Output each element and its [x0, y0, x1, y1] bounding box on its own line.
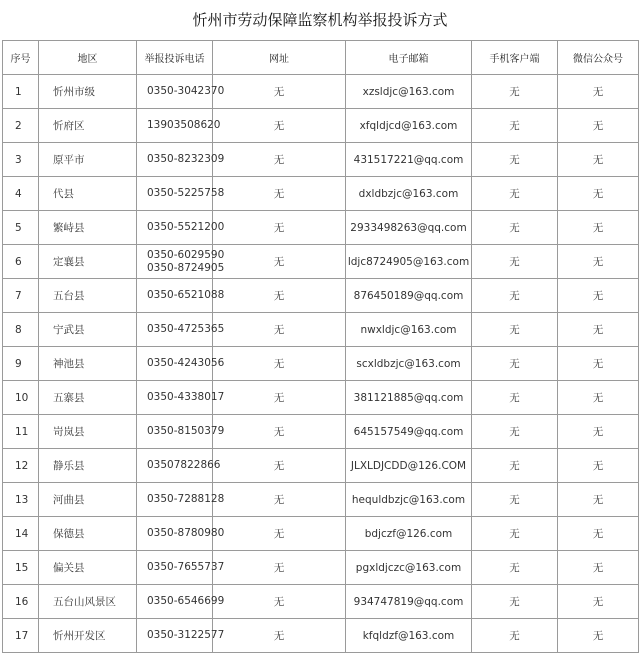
row-email: nwxldjc@163.com	[346, 313, 472, 347]
row-phone-primary: 0350-3042370	[147, 85, 225, 97]
row-region: 忻府区	[39, 109, 137, 143]
row-index: 9	[3, 347, 39, 381]
row-index: 6	[3, 245, 39, 279]
table-row	[3, 245, 639, 279]
header-phone: 举报投诉电话	[137, 41, 213, 75]
header-mobile: 手机客户端	[472, 41, 558, 75]
row-website: 无	[213, 75, 346, 109]
row-mobile: 无	[472, 449, 558, 483]
row-phone	[137, 279, 225, 313]
row-phone	[137, 245, 225, 279]
row-wechat: 无	[558, 313, 639, 347]
row-website: 无	[213, 177, 346, 211]
row-index: 5	[3, 211, 39, 245]
row-phone	[137, 415, 225, 449]
row-phone	[137, 483, 225, 517]
row-wechat: 无	[558, 177, 639, 211]
row-phone-primary: 0350-8780980	[147, 527, 225, 539]
row-email: 876450189@qq.com	[346, 279, 472, 313]
row-index: 1	[3, 75, 39, 109]
row-mobile: 无	[472, 177, 558, 211]
row-index: 3	[3, 143, 39, 177]
row-website: 无	[213, 143, 346, 177]
row-phone	[137, 75, 225, 109]
row-phone-primary: 03507822866	[147, 459, 221, 471]
row-mobile: 无	[472, 143, 558, 177]
row-email: pgxldjczc@163.com	[346, 551, 472, 585]
row-wechat: 无	[558, 619, 639, 653]
table-row	[3, 449, 639, 483]
row-wechat: 无	[558, 517, 639, 551]
row-wechat: 无	[558, 483, 639, 517]
table-row	[3, 517, 639, 551]
row-region: 五寨县	[39, 381, 137, 415]
row-index: 16	[3, 585, 39, 619]
row-wechat: 无	[558, 585, 639, 619]
row-website: 无	[213, 619, 346, 653]
row-region: 定襄县	[39, 245, 137, 279]
row-mobile: 无	[472, 245, 558, 279]
row-phone	[137, 313, 225, 347]
table-row	[3, 551, 639, 585]
row-email: JLXLDJCDD@126.COM	[346, 449, 472, 483]
table-row	[3, 585, 639, 619]
row-email: 431517221@qq.com	[346, 143, 472, 177]
header-region: 地区	[39, 41, 137, 75]
row-phone-secondary: 0350-8724905	[147, 261, 225, 274]
table-row	[3, 415, 639, 449]
row-email: xzsldjc@163.com	[346, 75, 472, 109]
row-wechat: 无	[558, 245, 639, 279]
row-website: 无	[213, 483, 346, 517]
row-phone	[137, 109, 221, 143]
row-mobile: 无	[472, 619, 558, 653]
row-email: kfqldzf@163.com	[346, 619, 472, 653]
row-wechat: 无	[558, 211, 639, 245]
row-phone-primary: 0350-4725365	[147, 323, 225, 335]
row-phone-primary: 0350-5225758	[147, 187, 225, 199]
table-row	[3, 279, 639, 313]
row-phone-primary: 0350-8150379	[147, 425, 225, 437]
row-mobile: 无	[472, 585, 558, 619]
row-region: 原平市	[39, 143, 137, 177]
row-phone-primary: 0350-5521200	[147, 221, 225, 233]
row-region: 忻州开发区	[39, 619, 137, 653]
row-email: dxldbzjc@163.com	[346, 177, 472, 211]
row-region: 河曲县	[39, 483, 137, 517]
row-index: 8	[3, 313, 39, 347]
row-phone	[137, 143, 225, 177]
row-email: 645157549@qq.com	[346, 415, 472, 449]
row-region: 保德县	[39, 517, 137, 551]
row-region: 忻州市级	[39, 75, 137, 109]
row-mobile: 无	[472, 109, 558, 143]
table-row	[3, 347, 639, 381]
table-row	[3, 619, 639, 653]
table-row	[3, 313, 639, 347]
row-region: 偏关县	[39, 551, 137, 585]
row-wechat: 无	[558, 415, 639, 449]
row-index: 17	[3, 619, 39, 653]
row-phone-primary: 0350-8232309	[147, 153, 225, 165]
row-index: 2	[3, 109, 39, 143]
table-header-row	[3, 41, 639, 75]
row-mobile: 无	[472, 313, 558, 347]
row-mobile: 无	[472, 75, 558, 109]
row-mobile: 无	[472, 551, 558, 585]
row-wechat: 无	[558, 449, 639, 483]
document-title: 忻州市劳动保障监察机构举报投诉方式	[192, 11, 448, 29]
row-website: 无	[213, 585, 346, 619]
row-phone	[137, 517, 225, 551]
row-website: 无	[213, 211, 346, 245]
row-phone	[137, 177, 225, 211]
row-phone	[137, 211, 225, 245]
row-phone-primary: 13903508620	[147, 119, 221, 131]
row-website: 无	[213, 313, 346, 347]
row-phone	[137, 381, 225, 415]
row-email: bdjczf@126.com	[346, 517, 472, 551]
row-website: 无	[213, 245, 346, 279]
row-phone	[137, 347, 225, 381]
row-phone-primary: 0350-4338017	[147, 391, 225, 403]
row-wechat: 无	[558, 551, 639, 585]
row-index: 10	[3, 381, 39, 415]
row-phone	[137, 585, 225, 619]
row-index: 11	[3, 415, 39, 449]
row-website: 无	[213, 381, 346, 415]
row-website: 无	[213, 449, 346, 483]
row-website: 无	[213, 109, 346, 143]
row-wechat: 无	[558, 109, 639, 143]
row-mobile: 无	[472, 517, 558, 551]
row-email: 381121885@qq.com	[346, 381, 472, 415]
row-region: 代县	[39, 177, 137, 211]
row-website: 无	[213, 279, 346, 313]
row-region: 岢岚县	[39, 415, 137, 449]
row-phone	[137, 619, 225, 653]
header-website: 网址	[213, 41, 346, 75]
table-row	[3, 381, 639, 415]
row-email: 2933498263@qq.com	[346, 211, 472, 245]
row-website: 无	[213, 517, 346, 551]
row-mobile: 无	[472, 347, 558, 381]
row-email: 934747819@qq.com	[346, 585, 472, 619]
row-mobile: 无	[472, 381, 558, 415]
row-region: 静乐县	[39, 449, 137, 483]
row-wechat: 无	[558, 143, 639, 177]
row-region: 五台山风景区	[39, 585, 137, 619]
row-index: 13	[3, 483, 39, 517]
row-phone	[137, 449, 221, 483]
row-phone-primary: 0350-6546699	[147, 595, 225, 607]
row-wechat: 无	[558, 381, 639, 415]
row-email: xfqldjcd@163.com	[346, 109, 472, 143]
row-phone-primary: 0350-3122577	[147, 629, 225, 641]
row-website: 无	[213, 551, 346, 585]
table-row	[3, 211, 639, 245]
row-mobile: 无	[472, 483, 558, 517]
row-phone-primary: 0350-7655737	[147, 561, 225, 573]
row-email: ldjc8724905@163.com	[346, 245, 472, 279]
row-wechat: 无	[558, 347, 639, 381]
row-index: 12	[3, 449, 39, 483]
table-row	[3, 177, 639, 211]
row-mobile: 无	[472, 279, 558, 313]
row-wechat: 无	[558, 279, 639, 313]
row-phone-primary: 0350-7288128	[147, 493, 225, 505]
complaint-contact-table	[2, 40, 639, 653]
header-index: 序号	[3, 41, 39, 75]
table-row	[3, 143, 639, 177]
row-website: 无	[213, 415, 346, 449]
row-region: 宁武县	[39, 313, 137, 347]
row-region: 繁峙县	[39, 211, 137, 245]
row-index: 14	[3, 517, 39, 551]
row-phone	[137, 551, 225, 585]
row-phone-primary: 0350-6029590	[147, 248, 225, 261]
header-email: 电子邮箱	[346, 41, 472, 75]
row-index: 7	[3, 279, 39, 313]
row-email: scxldbzjc@163.com	[346, 347, 472, 381]
row-wechat: 无	[558, 75, 639, 109]
table-row	[3, 109, 639, 143]
row-email: hequldbzjc@163.com	[346, 483, 472, 517]
row-region: 神池县	[39, 347, 137, 381]
row-index: 4	[3, 177, 39, 211]
row-mobile: 无	[472, 211, 558, 245]
header-wechat: 微信公众号	[558, 41, 639, 75]
row-region: 五台县	[39, 279, 137, 313]
row-phone-primary: 0350-6521088	[147, 289, 225, 301]
row-index: 15	[3, 551, 39, 585]
row-phone-primary: 0350-4243056	[147, 357, 225, 369]
table-row	[3, 483, 639, 517]
row-mobile: 无	[472, 415, 558, 449]
table-row	[3, 75, 639, 109]
row-website: 无	[213, 347, 346, 381]
